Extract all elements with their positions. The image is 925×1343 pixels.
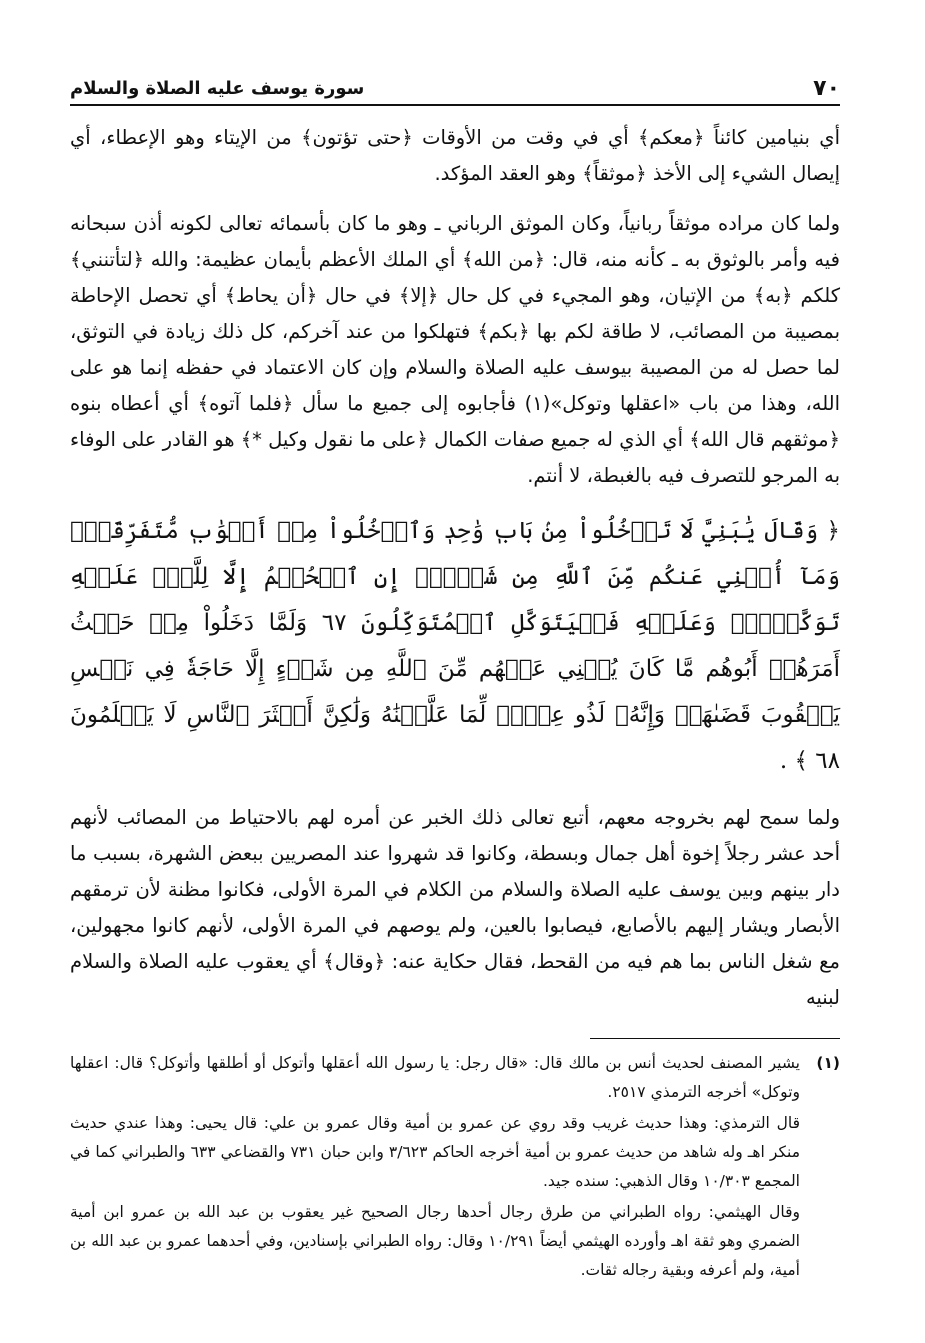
quran-verse: ﴿ وَقَالَ يَٰبَنِيَّ لَا تَدۡخُلُواْ مِنۢ بَابٖ وَٰحِدٖ وَٱدۡخُلُواْ مِنۡ أَبۡوَٰبٖ مُّتَفَرِّقَةٖۖ وَمَآ أُغۡنِي عَنكُم مِّنَ ٱللَّهِ مِن شَيۡءٍۖ إِنِ ٱلۡحُكۡمُ إِلَّا لِلَّهِۖ عَلَيۡهِ تَوَكَّلۡتُۖ وَعَلَيۡهِ فَلۡيَتَوَكَّلِ ٱلۡمُتَوَكِّلُونَ ٦٧ وَلَمَّا دَخَلُواْ مِنۡ حَيۡثُ أَمَرَهُمۡ أَبُوهُم مَّا كَانَ يُغۡنِي عَنۡهُم مِّنَ ٱللَّهِ مِن شَيۡءٍ إِلَّا حَاجَةٗ فِي نَفۡسِ يَعۡقُوبَ قَضَىٰهَاۚ وَإِنَّهُۥ لَذُو عِلۡمٖ لِّمَا عَلَّمۡنَٰهُ وَلَٰكِنَّ أَكۡثَرَ ٱلنَّاسِ لَا يَعۡلَمُونَ ٦٨ ﴾ .: [70, 518, 841, 774]
paragraph-1: أي بنيامين كائناً ﴿معكم﴾ أي في وقت من الأوقات ﴿حتى تؤتون﴾ من الإيتاء وهو الإعطاء، أي إيصال الشيء إلى الأخذ ﴿موثقاً﴾ وهو العقد المؤكد.: [70, 126, 840, 185]
footnote-paragraph-2: قال الترمذي: وهذا حديث غريب وقد روي عن عمرو بن أمية وقال عمرو بن علي: قال يحيى: وهذا عندي حديث منكر اهـ وله شاهد من حديث عمرو بن أمية أخرجه الحاكم ٣/٦٢٣ وابن حبان ٧٣١ والقضاعي ٦٣٣ والطبراني كما في المجمع ١٠/٣٠٣ وقال الذهبي: سنده جيد.: [70, 1114, 800, 1190]
footnote-paragraph-1: يشير المصنف لحديث أنس بن مالك قال: «قال رجل: يا رسول الله أعقلها وأتوكل أو أطلقها وأتوكل؟ قال: اعقلها وتوكل» أخرجه الترمذي ٢٥١٧.: [70, 1054, 800, 1101]
running-title: سورة يوسف عليه الصلاة والسلام: [70, 78, 365, 99]
footnotes: [70, 1049, 840, 1287]
main-text: [70, 120, 840, 1016]
footnote-body: [70, 1049, 800, 1287]
footnote-1: [70, 1049, 840, 1287]
footnote-divider: [590, 1038, 840, 1039]
document-page: [70, 70, 840, 1289]
paragraph-2: ولما كان مراده موثقاً ربانياً، وكان الموثق الرباني ـ وهو ما كان بأسمائه تعالى لكونه أذن سبحانه فيه وأمر بالوثوق به ـ كأنه منه، قال: ﴿من الله﴾ أي الملك الأعظم بأيمان عظيمة: والله ﴿لتأتنني﴾ كلكم ﴿به﴾ من الإتيان، وهو المجيء في كل حال ﴿إلا﴾ في حال ﴿أن يحاط﴾ أي تحصل الإحاطة بمصيبة من المصائب، لا طاقة لكم بها ﴿بكم﴾ فتهلكوا من عند آخركم، كل ذلك زيادة في التوثق، لما حصل له من المصيبة بيوسف عليه الصلاة والسلام وإن كان الاعتماد في حفظه إنما هو على الله، وهذا من باب «اعقلها وتوكل»(١) فأجابوه إلى جميع ما سأل ﴿فلما آتوه﴾ أي أعطاه بنوه ﴿موثقهم قال الله﴾ أي الذي له جميع صفات الكمال ﴿على ما نقول وكيل *﴾ هو القادر على الوفاء به المرجو للتصرف فيه بالغبطة، لا أنتم.: [70, 212, 841, 487]
paragraph-3: ولما سمح لهم بخروجه معهم، أتبع تعالى ذلك الخبر عن أمره لهم بالاحتياط من المصائب لأنهم أحد عشر رجلاً إخوة أهل جمال وبسطة، وكانوا قد شهروا عند المصريين ببعض الشهرة، بسبب ما دار بينهم وبين يوسف عليه الصلاة والسلام من الكلام في المرة الأولى، فكانوا مظنة لأن ترمقهم الأبصار ويشار إليهم بالأصابع، فيصابوا بالعين، ولم يوصهم في المرة الأولى، لأنهم كانوا مجهولين، مع شغل الناس بما هم فيه من القحط، فقال حكاية عنه: ﴿وقال﴾ أي يعقوب عليه الصلاة والسلام لبنيه: [70, 806, 840, 1009]
footnote-paragraph-3: وقال الهيثمي: رواه الطبراني من طرق رجال أحدها رجال الصحيح غير يعقوب بن عبد الله بن عمرو ابن أمية الضمري وهو ثقة اهـ وأورده الهيثمي أيضاً ١٠/٢٩١ وقال: رواه الطبراني بإسنادين، وفي أحدهما عمرو بن عبد الله بن أمية، ولم أعرفه وبقية رجاله ثقات.: [70, 1203, 800, 1279]
page-number: ٧٠: [813, 76, 840, 101]
page-header: [70, 70, 840, 106]
footnote-marker: (١): [816, 1054, 840, 1072]
